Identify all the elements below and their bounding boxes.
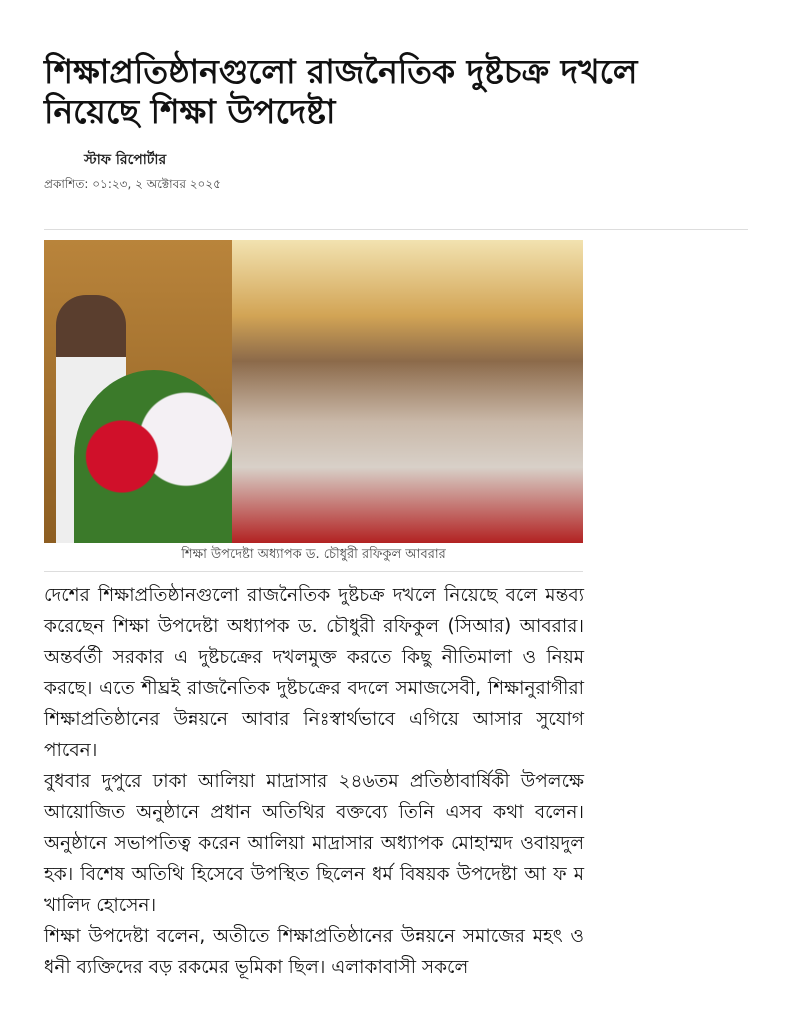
- article-photo: [44, 240, 583, 543]
- image-caption: শিক্ষা উপদেষ্টা অধ্যাপক ড. চৌধুরী রফিকুল আবরার: [181, 547, 446, 562]
- published-date: প্রকাশিত: ০১:২৩, ২ অক্টোবর ২০২৫: [44, 177, 221, 191]
- photo-audience: [232, 240, 583, 543]
- article-body: [44, 580, 584, 983]
- article-title: শিক্ষাপ্রতিষ্ঠানগুলো রাজনৈতিক দুষ্টচক্র দখলে নিয়েছে শিক্ষা উপদেষ্টা: [44, 52, 638, 131]
- paragraph: শিক্ষা উপদেষ্টা বলেন, অতীতে শিক্ষাপ্রতিষ্ঠানের উন্নয়নে সমাজের মহৎ ও ধনী ব্যক্তিদের বড় রকমের ভূমিকা ছিল। এলাকাবাসী সকলে: [44, 926, 584, 978]
- byline[interactable]: স্টাফ রিপোর্টার: [84, 152, 167, 168]
- photo-flowers: [74, 370, 234, 543]
- divider: [44, 571, 583, 572]
- paragraph: দেশের শিক্ষাপ্রতিষ্ঠানগুলো রাজনৈতিক দুষ্টচক্র দখলে নিয়েছে বলে মন্তব্য করেছেন শিক্ষা উপদেষ্টা অধ্যাপক ড. চৌধুরী রফিকুল (সিআর) আবরার। অন্তর্বর্তী সরকার এ দুষ্টচক্রের দখলমুক্ত করতে কিছু নীতিমালা ও নিয়ম করছে। এতে শীঘ্রই রাজনৈতিক দুষ্টচক্রের বদলে সমাজসেবী, শিক্ষানুরাগীরা শিক্ষাপ্রতিষ্ঠানের উন্নয়নে আবার নিঃস্বার্থভাবে এগিয়ে আসার সুযোগ পাবেন।: [44, 585, 584, 761]
- paragraph: বুধবার দুপুরে ঢাকা আলিয়া মাদ্রাসার ২৪৬তম প্রতিষ্ঠাবার্ষিকী উপলক্ষে আয়োজিত অনুষ্ঠানে প্রধান অতিথির বক্তব্যে তিনি এসব কথা বলেন। অনুষ্ঠানে সভাপতিত্ব করেন আলিয়া মাদ্রাসার অধ্যাপক মোহাম্মদ ওবায়দুল হক। বিশেষ অতিথি হিসেবে উপস্থিত ছিলেন ধর্ম বিষয়ক উপদেষ্টা আ ফ ম খালিদ হোসেন।: [44, 771, 584, 916]
- divider: [44, 229, 748, 230]
